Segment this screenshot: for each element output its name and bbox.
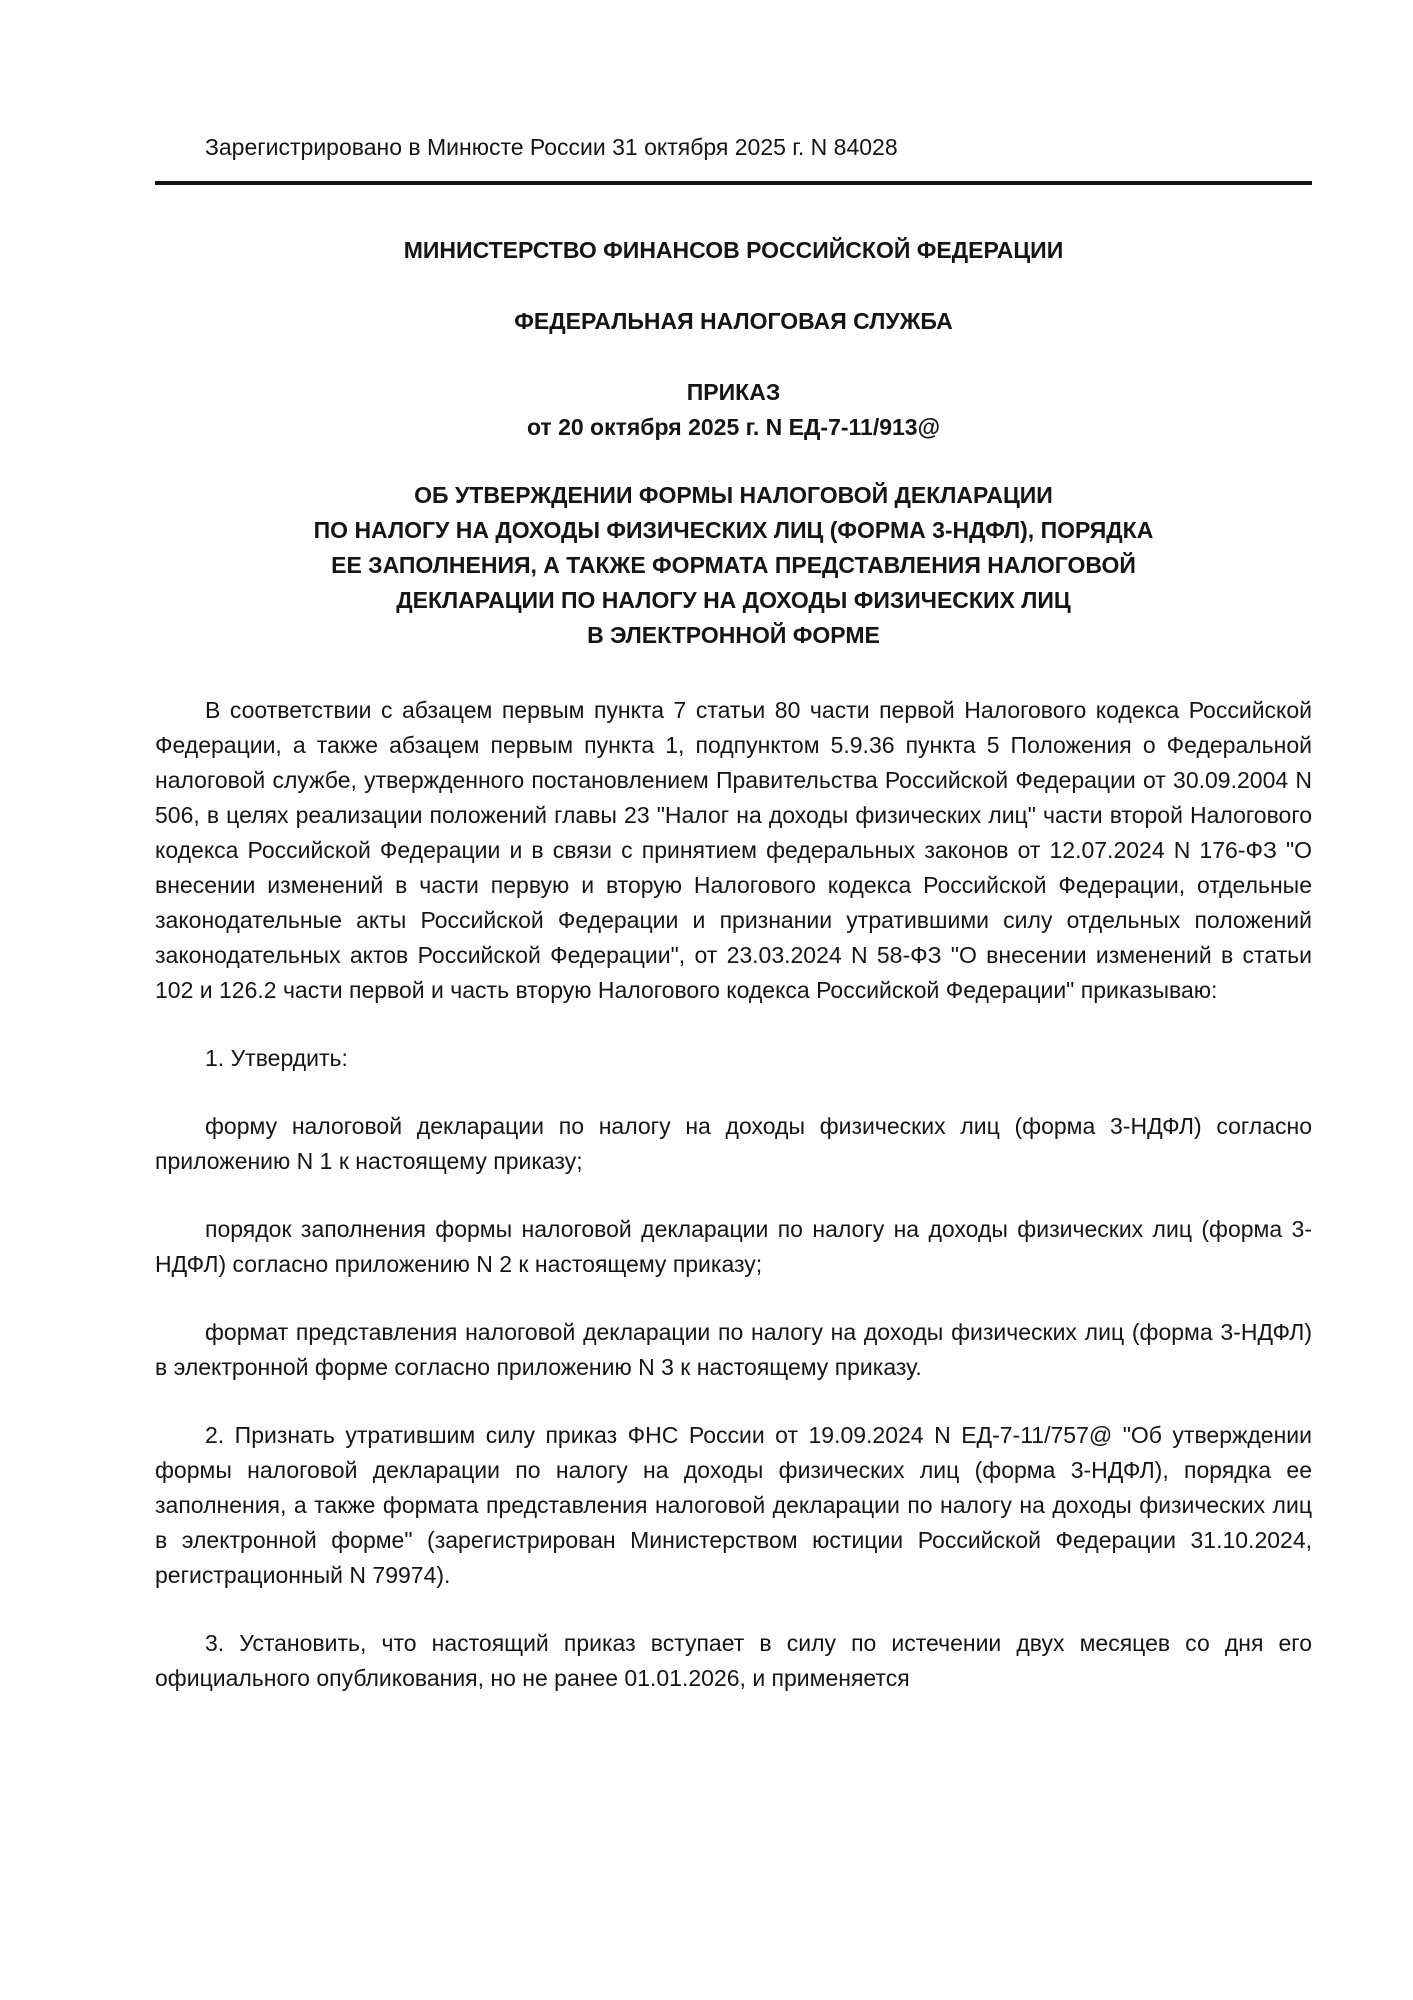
- ministry-heading: МИНИСТЕРСТВО ФИНАНСОВ РОССИЙСКОЙ ФЕДЕРАЦИИ: [403, 237, 1064, 263]
- body-paragraph-item-1: 1. Утвердить:: [205, 1045, 348, 1071]
- body-paragraph-item-1-format: формат представления налоговой декларации по налогу на доходы физических лиц (форма 3-НДФЛ) в электронной форме согласно приложению N 3 к настоящему приказу.: [155, 1319, 1312, 1380]
- order-date-number: от 20 октября 2025 г. N ЕД-7-11/913@: [526, 414, 941, 440]
- order-title-line: В ЭЛЕКТРОННОЙ ФОРМЕ: [587, 622, 880, 648]
- body-paragraph-item-3: 3. Установить, что настоящий приказ вступает в силу по истечении двух месяцев со дня его официального опубликования, но не ранее 01.01.2026, и применяется: [155, 1630, 1312, 1691]
- registration-note: Зарегистрировано в Минюсте России 31 октября 2025 г. N 84028: [205, 134, 898, 160]
- body-paragraph-item-1-procedure: порядок заполнения формы налоговой декларации по налогу на доходы физических лиц (форма 3-НДФЛ) согласно приложению N 2 к настоящему приказу;: [155, 1216, 1312, 1277]
- order-title-line: ДЕКЛАРАЦИИ ПО НАЛОГУ НА ДОХОДЫ ФИЗИЧЕСКИХ ЛИЦ: [396, 587, 1071, 613]
- order-title: [155, 478, 1312, 653]
- order-title-line: ОБ УТВЕРЖДЕНИИ ФОРМЫ НАЛОГОВОЙ ДЕКЛАРАЦИИ: [414, 482, 1053, 508]
- order-type: ПРИКАЗ: [686, 379, 781, 405]
- body-paragraph-preamble: В соответствии с абзацем первым пункта 7 статьи 80 части первой Налогового кодекса Российской Федерации, а также абзацем первым пункта 1, подпунктом 5.9.36 пункта 5 Положения о Федеральной налоговой службе, утвержденного постановлением Правительства Российской Федерации от 30.09.2004 N 506, в целях реализации положений главы 23 "Налог на доходы физических лиц" части второй Налогового кодекса Российской Федерации и в связи с принятием федеральных законов от 12.07.2024 N 176-ФЗ "О внесении изменений в части первую и вторую Налогового кодекса Российской Федерации, отдельные законодательные акты Российской Федерации и признании утратившими силу отдельных положений законодательных актов Российской Федерации", от 23.03.2024 N 58-ФЗ "О внесении изменений в статьи 102 и 126.2 части первой и часть вторую Налогового кодекса Российской Федерации" приказываю:: [155, 697, 1312, 1003]
- header-divider: [155, 181, 1312, 185]
- body-paragraph-item-2: 2. Признать утратившим силу приказ ФНС России от 19.09.2024 N ЕД-7-11/757@ "Об утверждении формы налоговой декларации по налогу на доходы физических лиц (форма 3-НДФЛ), порядка ее заполнения, а также формата представления налоговой декларации по налогу на доходы физических лиц в электронной форме" (зарегистрирован Министерством юстиции Российской Федерации 31.10.2024, регистрационный N 79974).: [155, 1422, 1312, 1588]
- order-heading: [155, 375, 1312, 445]
- body-paragraph-item-1-form: форму налоговой декларации по налогу на доходы физических лиц (форма 3-НДФЛ) согласно приложению N 1 к настоящему приказу;: [155, 1113, 1312, 1174]
- agency-heading: ФЕДЕРАЛЬНАЯ НАЛОГОВАЯ СЛУЖБА: [514, 308, 953, 334]
- order-body: [155, 693, 1312, 1696]
- order-title-line: ЕЕ ЗАПОЛНЕНИЯ, А ТАКЖЕ ФОРМАТА ПРЕДСТАВЛЕНИЯ НАЛОГОВОЙ: [331, 552, 1136, 578]
- order-title-line: ПО НАЛОГУ НА ДОХОДЫ ФИЗИЧЕСКИХ ЛИЦ (ФОРМА 3-НДФЛ), ПОРЯДКА: [313, 517, 1154, 543]
